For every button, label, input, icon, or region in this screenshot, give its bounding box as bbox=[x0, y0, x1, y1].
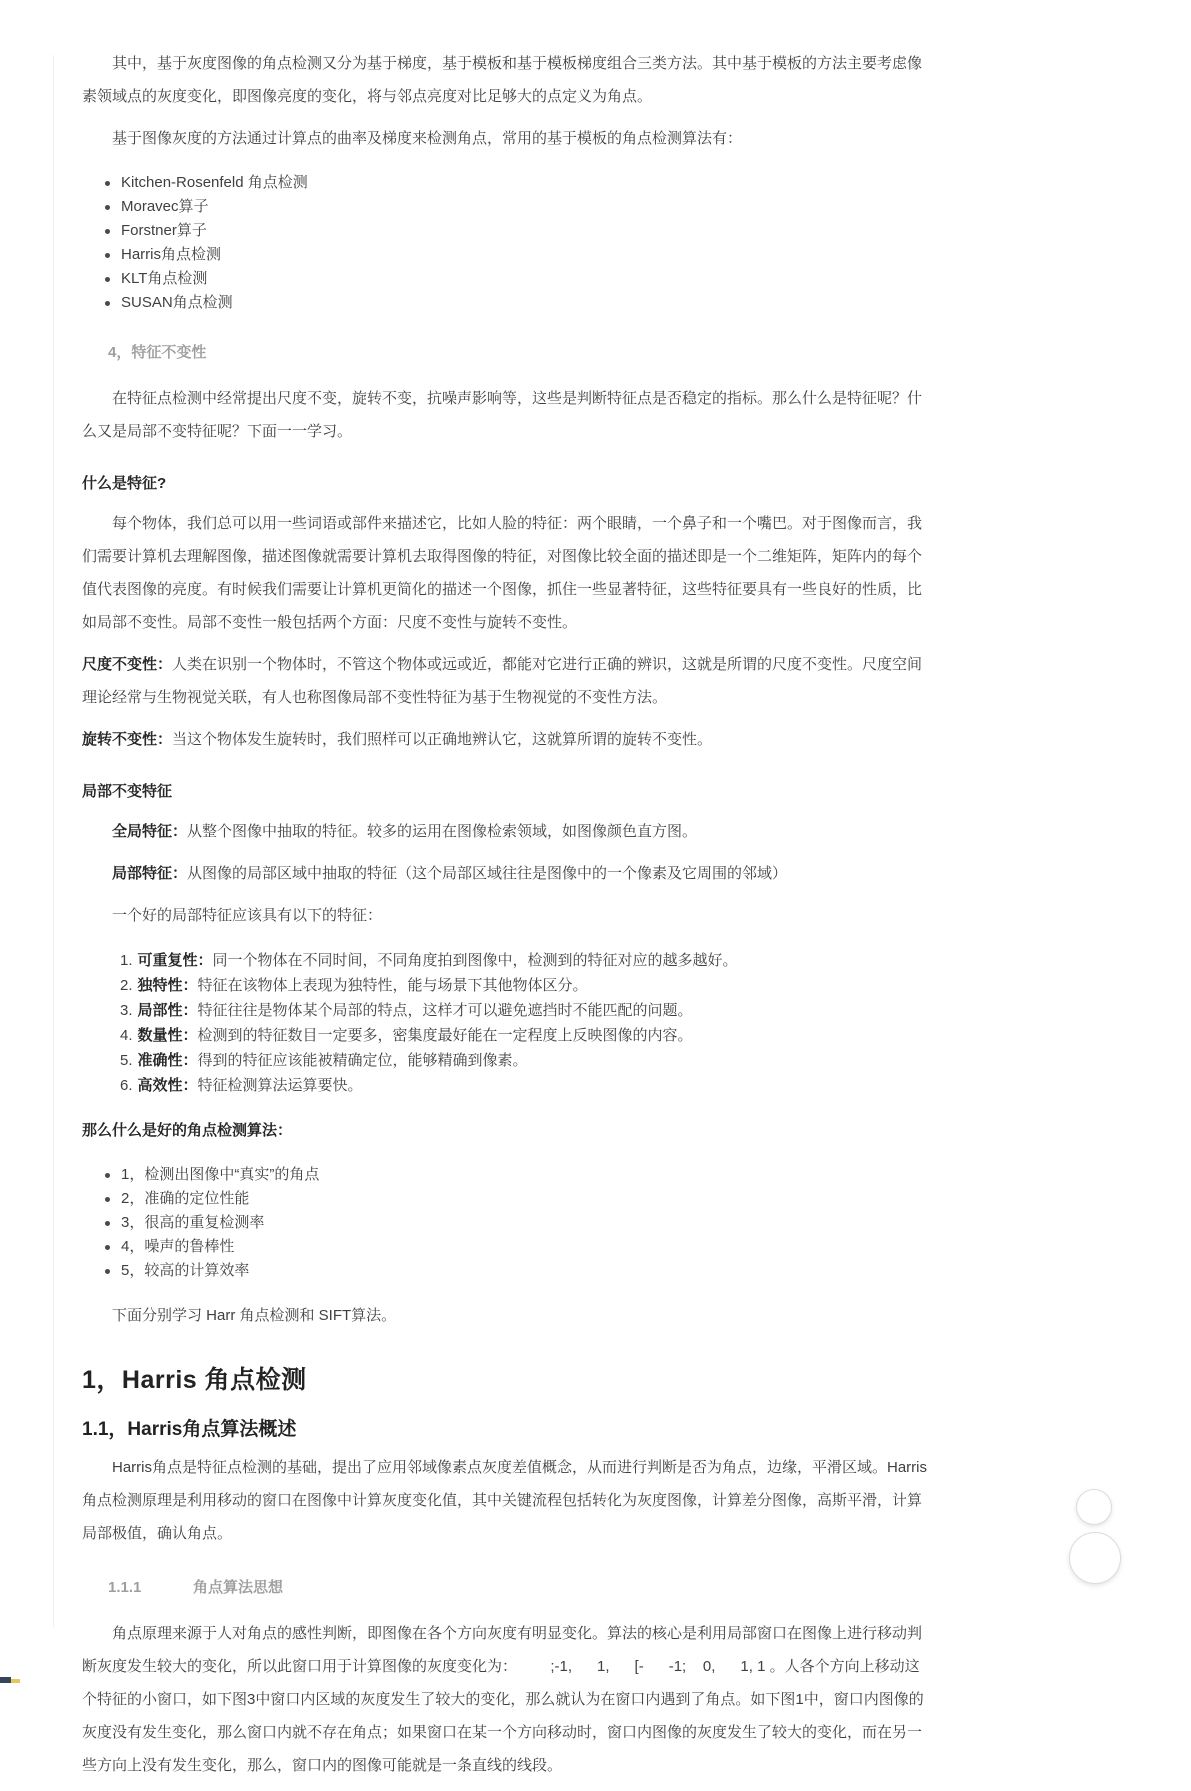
intro-paragraph-2: 基于图像灰度的方法通过计算点的曲率及梯度来检测角点，常用的基于模板的角点检测算法有： bbox=[112, 130, 743, 147]
algorithm-list bbox=[82, 171, 927, 315]
list-item: 4. 数量性：检测到的特征数目一定要多，密集度最好能在一定程度上反映图像的内容。 bbox=[120, 1027, 693, 1044]
heading-corner-algorithm-idea bbox=[82, 1576, 927, 1597]
scroll-to-top-button[interactable] bbox=[1069, 1532, 1121, 1584]
list-item: Forstner算子 bbox=[104, 219, 927, 243]
term-text: 从整个图像中抽取的特征。较多的运用在图像检索领域，如图像颜色直方图。 bbox=[187, 823, 698, 840]
list-item: Moravec算子 bbox=[104, 195, 927, 219]
list-item: KLT角点检测 bbox=[104, 267, 927, 291]
term-text: 从图像的局部区域中抽取的特征（这个局部区域往往是图像中的一个像素及它周围的邻域） bbox=[187, 865, 788, 882]
inline-formula: ;-1, 1, [- -1; 0, 1, 1 。 bbox=[517, 1658, 785, 1675]
list-item: 4，噪声的鲁棒性 bbox=[104, 1235, 927, 1259]
good-local-feature-intro: 一个好的局部特征应该具有以下的特征： bbox=[112, 907, 383, 924]
list-item: 5. 准确性：得到的特征应该能被精确定位，能够精确到像素。 bbox=[120, 1052, 528, 1069]
list-item: 3，很高的重复检测率 bbox=[104, 1211, 927, 1235]
list-item: 6. 高效性：特征检测算法运算要快。 bbox=[120, 1077, 363, 1094]
feature-property-list bbox=[82, 948, 927, 1098]
list-item: 2. 独特性：特征在该物体上表现为独特性，能与场景下其他物体区分。 bbox=[120, 977, 588, 994]
heading-local-invariant-features: 局部不变特征 bbox=[82, 783, 173, 800]
heading-good-corner-detector: 那么什么是好的角点检测算法： bbox=[82, 1122, 293, 1139]
term-global-feature: 全局特征： bbox=[112, 823, 188, 840]
float-button-small[interactable] bbox=[1076, 1489, 1112, 1525]
heading-harris-overview: 1.1，Harris角点算法概述 bbox=[82, 1419, 297, 1440]
section-title: 角点算法思想 bbox=[193, 1579, 284, 1596]
heading-harris-corner-detection: 1，Harris 角点检测 bbox=[82, 1366, 307, 1394]
list-item: Kitchen-Rosenfeld 角点检测 bbox=[104, 171, 927, 195]
section-number: 1.1.1 bbox=[108, 1579, 142, 1596]
list-item: 2，准确的定位性能 bbox=[104, 1187, 927, 1211]
intro-paragraph-1: 其中，基于灰度图像的角点检测又分为基于梯度，基于模板和基于模板梯度组合三类方法。其中基于模板的方法主要考虑像素领域点的灰度变化，即图像亮度的变化，将与邻点亮度对比足够大的点定义为角点。 bbox=[82, 55, 923, 105]
term-text: 人类在识别一个物体时，不管这个物体或远或近，都能对它进行正确的辨识，这就是所谓的尺度不变性。尺度空间理论经常与生物视觉关联，有人也称图像局部不变性特征为基于生物视觉的不变性方法。 bbox=[82, 656, 923, 706]
term-rotation-invariance: 旋转不变性： bbox=[82, 731, 173, 748]
what-is-feature-paragraph: 每个物体，我们总可以用一些词语或部件来描述它，比如人脸的特征：两个眼睛，一个鼻子和一个嘴巴。对于图像而言，我们需要计算机去理解图像，描述图像就需要计算机去取得图像的特征，对图像比较全面的描述即是一个二维矩阵，矩阵内的每个值代表图像的亮度。有时候我们需要让计算机更简化的描述一个图像，抓住一些显著特征，这些特征要具有一些良好的性质，比如局部不变性。局部不变性一般包括两个方面：尺度不变性与旋转不变性。 bbox=[82, 515, 923, 631]
list-item: Harris角点检测 bbox=[104, 243, 927, 267]
list-item: 3. 局部性：特征往往是物体某个局部的特点，这样才可以避免遮挡时不能匹配的问题。 bbox=[120, 1002, 693, 1019]
rotation-invariance-paragraph bbox=[82, 723, 927, 756]
section-heading-feature-invariance: 4，特征不变性 bbox=[108, 344, 207, 361]
heading-what-is-feature: 什么是特征? bbox=[82, 475, 167, 492]
list-item: 1，检测出图像中“真实”的角点 bbox=[104, 1163, 927, 1187]
global-feature-paragraph bbox=[82, 815, 927, 848]
article-content bbox=[54, 0, 927, 1791]
next-learn-paragraph: 下面分别学习 Harr 角点检测和 SIFT算法。 bbox=[112, 1307, 397, 1324]
feature-invariance-paragraph: 在特征点检测中经常提出尺度不变，旋转不变，抗噪声影响等，这些是判断特征点是否稳定的指标。那么什么是特征呢？什么又是局部不变特征呢？下面一一学习。 bbox=[82, 390, 923, 440]
list-item: 1. 可重复性：同一个物体在不同时间，不同角度拍到图像中，检测到的特征对应的越多越好。 bbox=[120, 952, 738, 969]
bottom-left-widget-fragment-accent bbox=[11, 1679, 20, 1683]
list-item: 5，较高的计算效率 bbox=[104, 1259, 927, 1283]
term-text: 当这个物体发生旋转时，我们照样可以正确地辨认它，这就算所谓的旋转不变性。 bbox=[172, 731, 713, 748]
term-local-feature: 局部特征： bbox=[112, 865, 188, 882]
bottom-left-widget-fragment bbox=[0, 1677, 11, 1683]
harris-overview-paragraph: Harris角点是特征点检测的基础，提出了应用邻域像素点灰度差值概念，从而进行判断是否为角点，边缘，平滑区域。Harris角点检测原理是利用移动的窗口在图像中计算灰度变化值，其中关键流程包括转化为灰度图像，计算差分图像，高斯平滑，计算局部极值，确认角点。 bbox=[82, 1459, 928, 1542]
corner-idea-paragraph: 角点原理来源于人对角点的感性判断，即图像在各个方向灰度有明显变化。算法的核心是利用局部窗口在图像上进行移动判断灰度发生较大的变化，所以此窗口用于计算图像的灰度变化为： ;-1, 1, [- -1; 0, 1, 1 。人各个方向上移动这个特征的小窗口，如下图3中窗口内区域的灰度发生了较大的变化，那么就认为在窗口内遇到了角点。如下图1中，窗口内图像的灰度没有发生变化，那么窗口内就不存在角点；如果窗口在某一个方向移动时，窗口内图像的灰度发生了较大的变化，而在另一些方向上没有发生变化，那么，窗口内的图像可能就是一条直线的线段。 bbox=[82, 1625, 924, 1774]
term-scale-invariance: 尺度不变性： bbox=[82, 656, 173, 673]
good-corner-list bbox=[82, 1163, 927, 1283]
list-item: SUSAN角点检测 bbox=[104, 291, 927, 315]
local-feature-paragraph bbox=[82, 857, 927, 890]
scale-invariance-paragraph bbox=[82, 648, 927, 714]
